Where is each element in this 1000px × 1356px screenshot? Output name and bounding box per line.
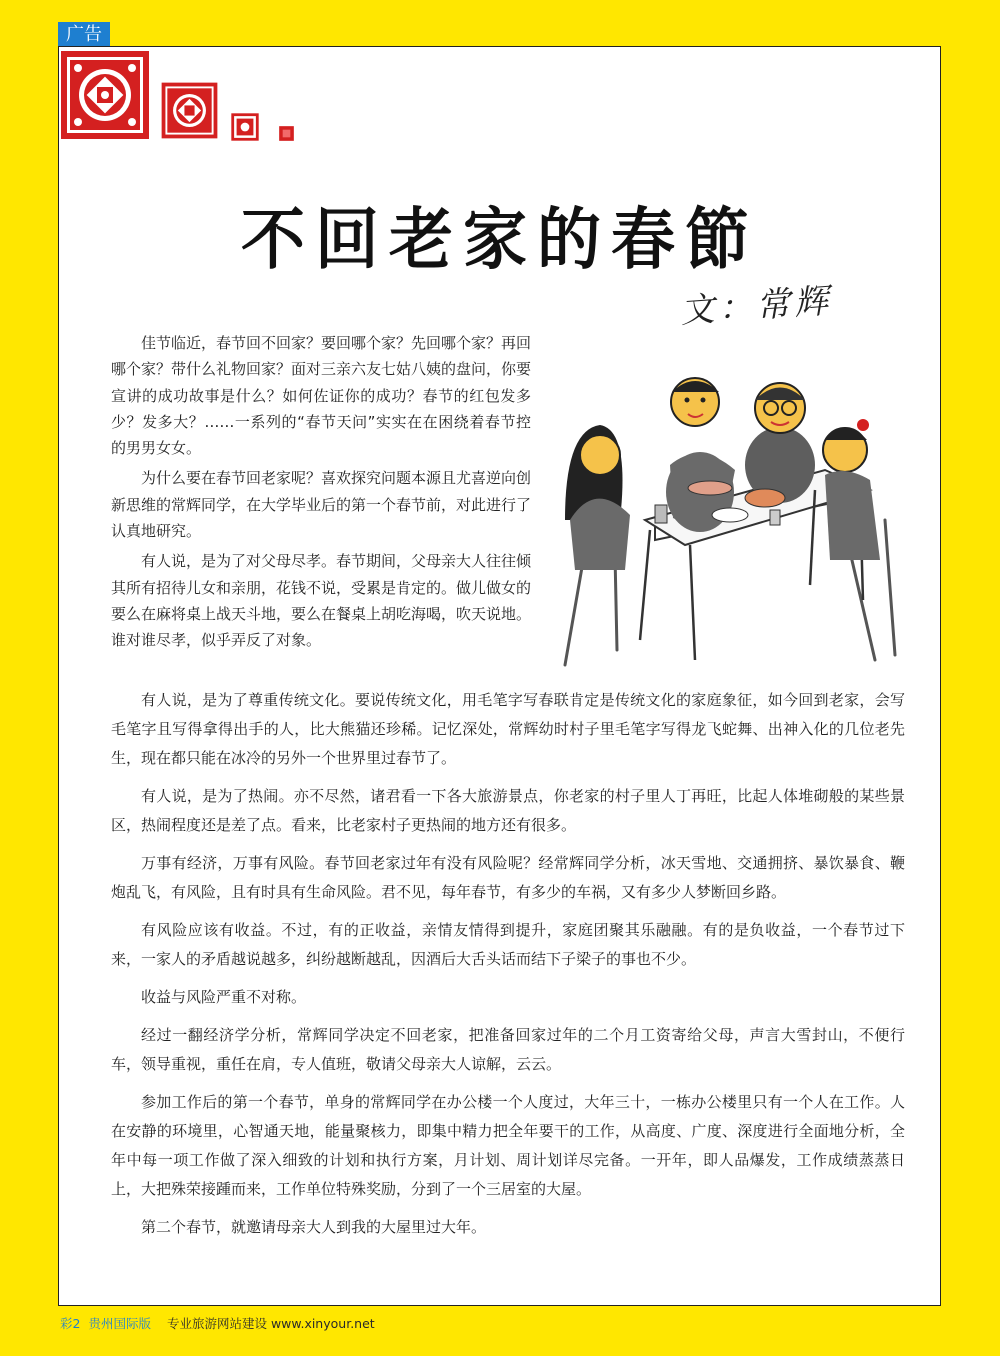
page-footer xyxy=(60,1314,375,1332)
paragraph: 万事有经济，万事有风险。春节回老家过年有没有风险呢？经常辉同学分析，冰天雪地、交通拥挤、暴饮暴食、鞭炮乱飞，有风险，且有时具有生命风险。君不见，每年春节，有多少的车祸，又有多少人梦断回乡路。 xyxy=(111,854,905,901)
paper-cut-seal-icon-large xyxy=(60,50,150,140)
paragraph: 有人说，是为了尊重传统文化。要说传统文化，用毛笔字写春联肯定是传统文化的家庭象征，如今回到老家，会写毛笔字且写得拿得出手的人，比大熊猫还珍稀。记忆深处，常辉幼时村子里毛笔字写得龙飞蛇舞、出神入化的几位老先生，现在都只能在冰冷的另外一个世界里过春节了。 xyxy=(111,691,905,767)
article-title: 不回老家的春節 xyxy=(241,200,759,280)
intro-column xyxy=(111,330,531,658)
footer-slogan: 专业旅游网站建设 www.xinyour.net xyxy=(166,1316,375,1331)
paper-cut-seal-icon-tiny xyxy=(279,126,294,141)
paragraph: 为什么要在春节回老家呢？喜欢探究问题本源且尤喜逆向创新思维的常辉同学，在大学毕业后的第一个春节前，对此进行了认真地研究。 xyxy=(111,469,532,541)
paragraph: 第二个春节，就邀请母亲大人到我的大屋里过大年。 xyxy=(141,1218,487,1236)
main-column xyxy=(111,686,905,1251)
paragraph: 佳节临近，春节回不回家？要回哪个家？先回哪个家？再回哪个家？带什么礼物回家？面对三亲六友七姑八姨的盘问，你要宣讲的成功故事是什么？如何佐证你的成功？春节的红包发多少？发多大？……一系列的“春节天问”实实在在困绕着春节控的男男女女。 xyxy=(111,334,532,458)
author-byline: 文：常辉 xyxy=(679,281,834,332)
paragraph: 有风险应该有收益。不过，有的正收益，亲情友情得到提升，家庭团聚其乐融融。有的是负收益，一个春节过下来，一家人的矛盾越说越多，纠纷越断越乱，因酒后大舌头话而结下子梁子的事也不少。 xyxy=(111,921,905,968)
paragraph: 收益与风险严重不对称。 xyxy=(141,988,307,1006)
paragraph: 有人说，是为了热闹。亦不尽然，诸君看一下各大旅游景点，你老家的村子里人丁再旺，比起人体堆砌般的某些景区，热闹程度还是差了点。看来，比老家村子更热闹的地方还有很多。 xyxy=(111,787,905,834)
paper-cut-seal-icon-medium xyxy=(161,82,218,139)
family-dinner-illustration xyxy=(545,370,915,670)
edition-label: 贵州国际版 xyxy=(88,1316,151,1331)
paragraph: 经过一翻经济学分析，常辉同学决定不回老家，把准备回家过年的二个月工资寄给父母，声言大雪封山，不便行车，领导重视，重任在肩，专人值班，敬请父母亲大人谅解，云云。 xyxy=(111,1026,905,1073)
paragraph: 有人说，是为了对父母尽孝。春节期间，父母亲大人往往倾其所有招待儿女和亲朋，花钱不说，受累是肯定的。做儿做女的要么在麻将桌上战天斗地，要么在餐桌上胡吃海喝，吹天说地。谁对谁尽孝，似乎弄反了对象。 xyxy=(111,552,532,650)
paper-cut-seal-icon-small xyxy=(231,113,259,141)
paragraph: 参加工作后的第一个春节，单身的常辉同学在办公楼一个人度过，大年三十，一栋办公楼里只有一个人在工作。人在安静的环境里，心智通天地，能量聚核力，即集中精力把全年要干的工作，从高度、广度、深度进行全面地分析，全年中每一项工作做了深入细致的计划和执行方案，月计划、周计划详尽完备。一开年，即人品爆发，工作成绩蒸蒸日上，大把殊荣接踵而来，工作单位特殊奖励，分到了一个三居室的大屋。 xyxy=(111,1093,905,1198)
ad-badge: 广告 xyxy=(58,22,110,48)
page-number: 彩2 xyxy=(60,1316,81,1331)
